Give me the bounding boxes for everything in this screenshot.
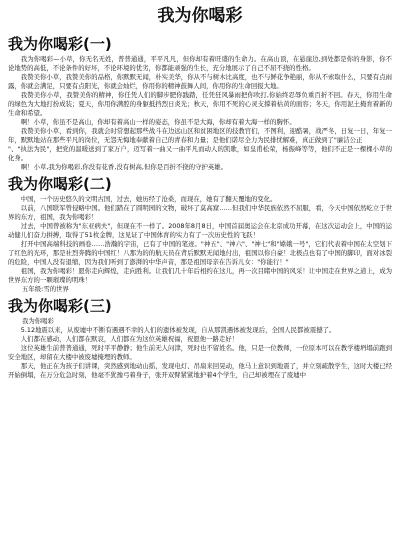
section-2 — [8, 175, 392, 294]
section-3 — [8, 297, 392, 380]
paragraph: 以前，八国联军曾侵略中国。他们踏在了圆明园的文物，破坏了莫高窟……但我们中华民族依然不屈服，看，今天中国依然屹立于世界的东方，祖国，我为你喝彩！ — [8, 204, 392, 221]
paragraph: 我为你喝彩—小草，你无名无姓，普普通通，平平凡凡，但你却有着旺盛的生命力。在高山顶，在悬崖边,到处都是你的身影，你不论地势的高低，不论条件的好坏，不论环境的优劣，你都能顽强的生长，充分地展示了自己不屈不挠的性格。 — [8, 55, 392, 72]
paragraph: 打开中国高端科技的画卷……浩瀚的宇宙，已有了中国的笔迹。"神五"、"神六"、"神七"和"嫦娥一号"，它们代表着中国在太空划下了红色的光环，那是社烈奔腾的中国红！八那为的的航天员在背后默默无闻地付出，祖国以你自豪！北极点也有了中国的脚印，面对冰裂的危险，中国人没有退缩，因为我们听到了澎湃的中华声音，那是祖国母亲在告诉儿女："你能行！" — [8, 240, 392, 266]
section-heading: 我为你喝彩(一) — [8, 35, 112, 53]
paragraph: 祖国，我为你喝彩！愿你走向辉煌，走向胜利。让我们几十年后相约在这儿，再一次目睹中国的风采！让中国走在世界之道上，成为世界东方的一颗璀璨的明珠！ — [8, 267, 392, 284]
paragraph: 5.12地震以来，从废墟中不断有遇遇不幸的人们的遗体被发现，自从那凯遇体被发现后，全国人民都被震撼了。 — [20, 326, 336, 334]
paragraph: 我赞美你小草，我赞美你的品格，你默默无闻，朴实美华，你从不与树木比高度，也不与鲜花争艳丽，你从不索取什么，只要有点雨露，你就会满足，只要有点阳光，你就会灿烂，你用你的精神鼓舞人间，你用你的生命回报大地。 — [8, 73, 392, 90]
signature: 五年级:雪的世界 — [22, 285, 69, 293]
paragraph: 我赞美你小草，看到你，我就会时常想起那些战斗在边远山区和贫困地区的技教官们，不图利，迎酷暑，战严冬，日复一日，年复一年，默默地站在那些平凡的岗位，无怨无悔地奉献着自己的青春和力量；是他们诺尽全力为民排忧解难，真正做到了"廉洁公正 — [8, 127, 392, 144]
section-1 — [8, 35, 392, 172]
section-subheading: 我为你喝彩 — [22, 317, 54, 325]
paragraph: 我赞美你小草，我赞美你的精神，你任凭人们的脚步肥你践踏，任凭狂风暴雨把你吹打,你始终忍辱负重百折不回。春天，你用生命的绿色为大地打扮成装；夏天，你用你满腔的身躯抵挡烈日炎光；秋天，你用不死的心灵支撑着枯黄的面容；冬天，你用泥土掩育着新的生命和希望。 — [8, 91, 392, 117]
paragraph: "、"执法为民"，把党的温暖送到了家万户，迈写着一曲又一曲平凡而动人的凯歌，如皇甫松荣，杨振峰等等，他们不正是一棵棵小草的化身。 — [8, 145, 392, 162]
paragraph: 这位英雄生前普普通通，死时平平静静；他生前无人问津，死时也不留姓名。他，只是一位教师，一位原本可以在教学楼坍塌前跑到安全地区，却留在大楼中被废墟掩埋的教师。 — [8, 344, 392, 361]
section-heading: 我为你喝彩(二) — [8, 175, 112, 193]
paragraph: 啊！小草，你虽不是高山，你却有着高山一样的姿态，你虽不是大海，你却有着大海一样的胸怀。 — [20, 118, 296, 126]
paragraph: 过去，中国曾被称为"东亚病夫"，但现在不一样了。2008年8月8日，中国首届奥运会在北京成功开幕，在这次运动会上，中国的运动健儿们奋力拼搏，取得了51枚金牌，这见证了中国体育的实力有了一次历史性的飞跃！ — [8, 222, 392, 239]
paragraph: 人们都在感动，人们都在默哀，人们都在为这位英雄祝福，祝愿他一路走好！ — [20, 335, 239, 343]
paragraph: 那天，他正在为孩子们讲课，突然感到地动山摇，发现电灯、吊扇来回晃动，他马上意识到地震了，并立刻疏散学生，这时大楼已经开始倒塌，在万分危急时刻，他毫不犹豫弓着身子，张开双臂紧紧地护着4个学生，自己却被埋在了废墟中 — [8, 362, 392, 379]
section-heading: 我为你喝彩(三) — [8, 297, 112, 315]
paragraph: 中国，一个历史悠久的文明古国，过去，她历经了沧桑，而现在，她有了翻天覆地的变化。 — [20, 195, 277, 203]
document-title: 我为你喝彩 — [157, 6, 243, 26]
paragraph: 啊！小草,我为你喝彩,你没有花香,没有树高,但你是百折不挠的守护英雄。 — [20, 163, 228, 171]
